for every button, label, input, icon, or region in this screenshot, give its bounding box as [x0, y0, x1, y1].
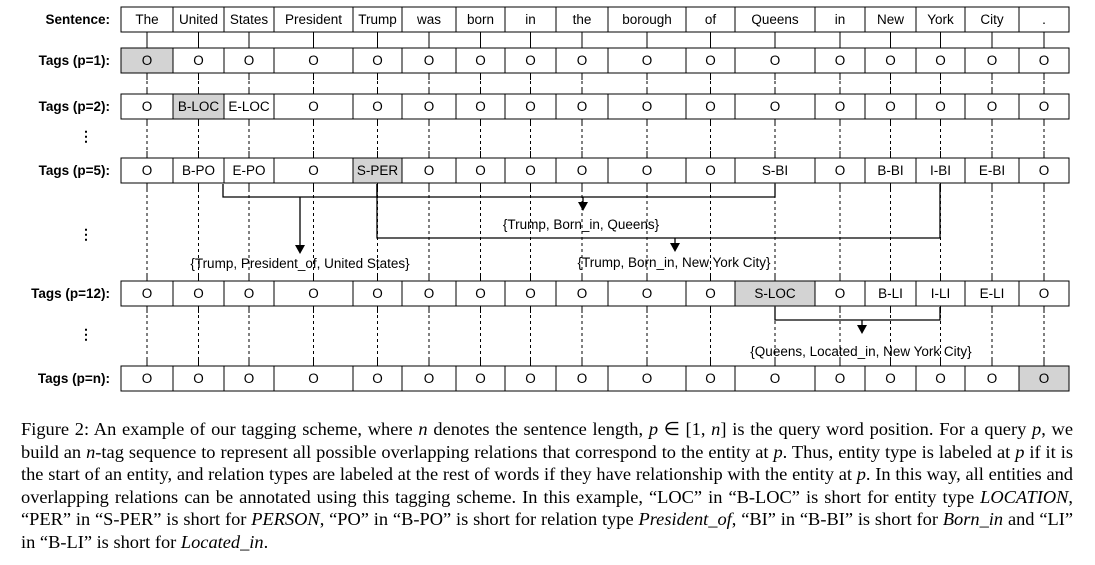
- tag-text: O: [1038, 99, 1050, 114]
- tag-text: O: [193, 53, 204, 68]
- tag-text: E-LOC: [228, 99, 270, 114]
- tag-text: O: [372, 53, 383, 68]
- word-text: in: [525, 12, 536, 27]
- tag-row-label: Tags (p=1):: [38, 53, 110, 68]
- arrowhead-trump-born-in-queens: [578, 202, 588, 211]
- tag-text: O: [935, 99, 946, 114]
- tag-text: O: [1038, 286, 1050, 301]
- column-guide-lines: [147, 39, 1044, 366]
- tag-text: O: [705, 99, 716, 114]
- caption-text: Figure 2: An example of our tagging scheme, where: [21, 419, 419, 439]
- tag-text: O: [834, 163, 846, 178]
- tag-text: O: [423, 286, 435, 301]
- tag-text: O: [475, 371, 486, 386]
- column-ticks: [147, 32, 1044, 366]
- tag-text: O: [576, 371, 588, 386]
- tag-text: O: [475, 163, 486, 178]
- tag-row-label: Tags (p=12):: [31, 286, 110, 301]
- tag-text: O: [308, 163, 319, 178]
- caption-term-person: PERSON: [251, 509, 320, 530]
- word-text: States: [229, 12, 269, 27]
- tag-text: O: [423, 99, 435, 114]
- tag-text: O: [986, 371, 998, 386]
- tag-text: O: [641, 99, 653, 114]
- word-text: The: [135, 12, 159, 27]
- caption-text: . In this way, all entities and overlapping relations can be annotated using this tagging scheme. In this example, “LOC” in “B-LOC” is short for entity type: [21, 464, 1073, 507]
- caption-text: ] is the query word position. For a query: [720, 419, 1032, 439]
- tag-row-label: Tags (p=2):: [38, 99, 110, 114]
- tag-text: O: [641, 286, 653, 301]
- caption-math-p: p: [856, 464, 866, 485]
- tag-text: O: [705, 371, 716, 386]
- tag-text: O: [705, 53, 716, 68]
- caption-term-president-of: President_of: [638, 509, 732, 530]
- tag-text: O: [705, 163, 716, 178]
- relation-queens-located-in-nyc: {Queens, Located_in, New York City}: [750, 344, 972, 359]
- caption-math-p: p: [773, 441, 783, 462]
- tag-text: O: [243, 53, 255, 68]
- caption-text: , “BI” in “B-BI” is short for: [731, 509, 943, 530]
- word-text: Queens: [751, 12, 799, 27]
- row-ellipsis: [79, 128, 93, 342]
- arrowhead-queens-located-in: [857, 325, 867, 334]
- tag-text: O: [641, 163, 653, 178]
- tag-text: O: [372, 286, 383, 301]
- word-text: in: [834, 12, 846, 27]
- tag-text: O: [834, 286, 846, 301]
- tag-text: O: [141, 99, 153, 114]
- caption-text: , “PO” in “B-PO” is short for relation type: [319, 509, 639, 530]
- tag-text: O: [576, 99, 588, 114]
- relation-trump-born-in-nyc: {Trump, Born_in, New York City}: [577, 255, 771, 270]
- tag-text: O: [193, 371, 204, 386]
- tag-text: O: [141, 163, 153, 178]
- tag-text: E-BI: [978, 163, 1006, 178]
- tag-text: O: [308, 286, 319, 301]
- word-text: born: [466, 12, 495, 27]
- tag-text: S-PER: [356, 163, 399, 178]
- caption-term-located-in: Located_in: [180, 531, 264, 552]
- word-text: of: [704, 12, 717, 27]
- tag-text: O: [525, 53, 536, 68]
- caption-text: -tag sequence to represent all possible overlapping relations that correspond to the entity at: [95, 441, 774, 462]
- word-text: .: [1042, 12, 1046, 27]
- word-text: borough: [622, 12, 672, 27]
- tag-text: O: [986, 53, 998, 68]
- caption-math-n: n: [86, 441, 96, 462]
- tag-row-label: Tags (p=n):: [37, 371, 110, 386]
- caption-math-p: p: [1032, 419, 1042, 439]
- caption-text: .: [263, 531, 269, 552]
- caption-text: , “PER” in “S-PER” is short for: [21, 486, 1073, 530]
- caption-math-p: p: [1015, 441, 1025, 462]
- caption-math-n: n: [711, 419, 721, 439]
- tag-text: O: [525, 163, 536, 178]
- sentence-label: Sentence:: [45, 12, 110, 27]
- tag-text: O: [986, 99, 998, 114]
- caption-text: denotes the sentence length,: [427, 419, 649, 439]
- tag-text: S-LOC: [754, 286, 796, 301]
- tag-text: O: [423, 371, 435, 386]
- tag-text: O: [769, 99, 781, 114]
- tag-text: O: [1038, 163, 1050, 178]
- vertical-ellipsis: ⋮: [79, 128, 93, 144]
- tag-text: O: [423, 53, 435, 68]
- relation-connectors: [190, 184, 972, 359]
- caption-text: and “LI” in “B-LI” is short for: [21, 509, 1074, 552]
- tag-text: O: [243, 371, 255, 386]
- connector-trump-president-of: [223, 184, 377, 197]
- arrowhead-trump-president-of: [295, 245, 305, 254]
- vertical-ellipsis: ⋮: [79, 326, 93, 342]
- caption-text: ∈ [1,: [658, 419, 712, 439]
- tag-text: O: [141, 286, 153, 301]
- tag-text: O: [885, 99, 896, 114]
- tag-text: B-BI: [877, 163, 904, 178]
- tag-text: O: [141, 371, 153, 386]
- tag-text: O: [885, 53, 896, 68]
- tag-text: O: [308, 371, 319, 386]
- relation-trump-president-of-us: {Trump, President_of, United States}: [190, 256, 410, 271]
- tag-text: O: [525, 286, 536, 301]
- tag-text: O: [576, 286, 588, 301]
- tag-text: O: [475, 99, 486, 114]
- tag-text: O: [641, 53, 653, 68]
- caption-math-n: n: [418, 419, 428, 439]
- tag-text: S-BI: [761, 163, 789, 178]
- vertical-ellipsis: ⋮: [79, 226, 93, 242]
- word-and-tag-grid: [121, 7, 1069, 391]
- tag-text: O: [525, 371, 536, 386]
- tag-text: O: [141, 53, 153, 68]
- relation-trump-born-in-queens: {Trump, Born_in, Queens}: [502, 217, 660, 232]
- tag-text: O: [525, 99, 536, 114]
- connector-queens-located-in: [775, 307, 940, 320]
- tag-text: B-LI: [878, 286, 903, 301]
- tag-text: E-PO: [232, 163, 266, 178]
- caption-term-born-in: Born_in: [942, 509, 1004, 530]
- word-text: United: [178, 12, 219, 27]
- tag-text: I-BI: [929, 163, 952, 178]
- tag-text: O: [576, 163, 588, 178]
- word-text: the: [572, 12, 592, 27]
- word-text: York: [927, 12, 954, 27]
- tag-text: O: [308, 53, 319, 68]
- figure-caption: [21, 418, 1073, 554]
- tag-text: I-LI: [930, 286, 951, 301]
- word-text: was: [416, 12, 442, 27]
- tag-text: O: [576, 53, 588, 68]
- word-text: President: [284, 12, 343, 27]
- caption-text: , we build an: [21, 419, 1073, 462]
- tag-text: O: [641, 371, 653, 386]
- tag-text: B-LOC: [177, 99, 220, 114]
- caption-math-p: p: [648, 419, 659, 439]
- tag-text: E-LI: [979, 286, 1005, 301]
- tag-text: O: [308, 99, 319, 114]
- tag-text: O: [193, 286, 204, 301]
- word-text: City: [980, 12, 1004, 27]
- tag-text: B-PO: [181, 163, 216, 178]
- tag-text: O: [1038, 371, 1050, 386]
- tag-text: O: [935, 53, 946, 68]
- tag-row-label: Tags (p=5):: [38, 163, 110, 178]
- tag-text: O: [475, 53, 486, 68]
- tag-text: O: [834, 371, 846, 386]
- tag-text: O: [834, 99, 846, 114]
- caption-text: . Thus, entity type is labeled at: [782, 441, 1016, 462]
- tag-text: O: [372, 371, 383, 386]
- tag-text: O: [935, 371, 946, 386]
- arrowhead-trump-born-in-nyc: [670, 243, 680, 252]
- word-text: New: [876, 12, 905, 27]
- caption-text: if it is the start of an entity, and relation types are labeled at the rest of words if they have relationship with the entity at: [21, 441, 1074, 485]
- tag-text: O: [834, 53, 846, 68]
- tag-text: O: [769, 371, 781, 386]
- tag-text: O: [475, 286, 486, 301]
- tag-text: O: [243, 286, 255, 301]
- tag-text: O: [372, 99, 383, 114]
- tag-text: O: [885, 371, 896, 386]
- caption-term-location: LOCATION: [980, 486, 1069, 507]
- tag-text: O: [423, 163, 435, 178]
- tag-text: O: [769, 53, 781, 68]
- tag-text: O: [705, 286, 716, 301]
- word-text: Trump: [358, 12, 397, 27]
- row-labels: [31, 12, 110, 386]
- tag-text: O: [1038, 53, 1050, 68]
